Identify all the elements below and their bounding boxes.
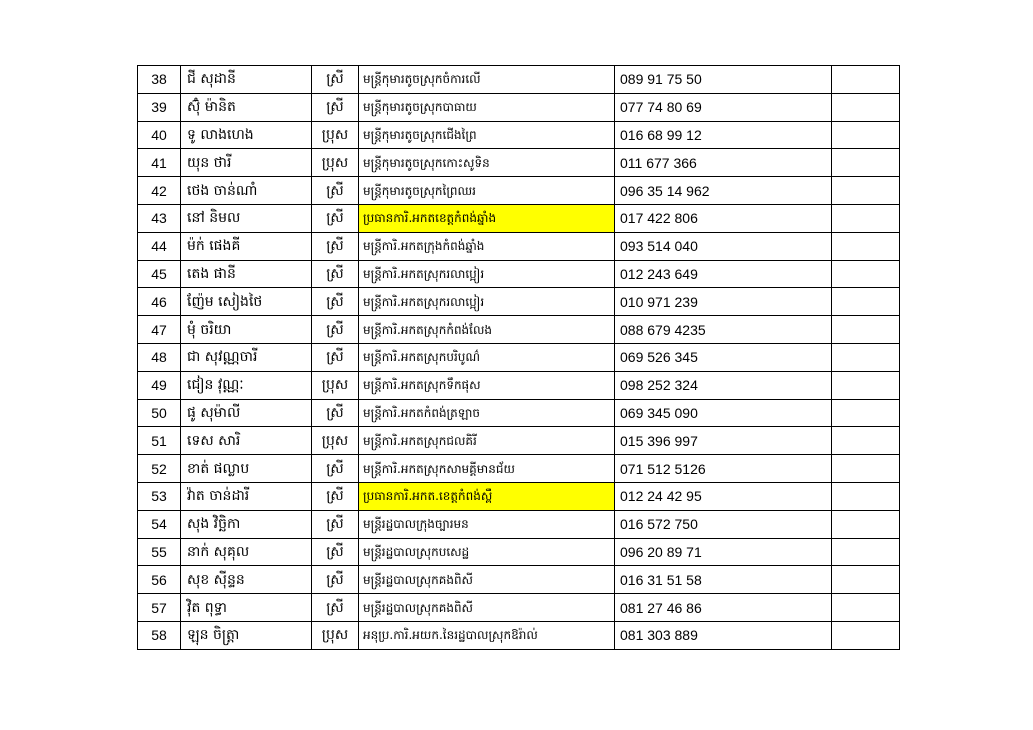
position-cell: មន្ត្រីរដ្ឋបាលស្រុកគងពិសី bbox=[359, 566, 615, 594]
table-row bbox=[138, 232, 900, 260]
note-cell bbox=[832, 399, 900, 427]
row-number-cell: 42 bbox=[138, 177, 181, 205]
phone-cell: 016 68 99 12 bbox=[615, 121, 832, 149]
table-row bbox=[138, 399, 900, 427]
note-cell bbox=[832, 66, 900, 94]
name-cell: ញ៉ែម សៀងថៃ bbox=[181, 288, 312, 316]
position-cell: មន្ត្រីកុមារតូចស្រុកជើងព្រៃ bbox=[359, 121, 615, 149]
table-row bbox=[138, 538, 900, 566]
row-number-cell: 52 bbox=[138, 455, 181, 483]
phone-cell: 012 243 649 bbox=[615, 260, 832, 288]
sex-cell: ស្រី bbox=[312, 177, 359, 205]
name-cell: នៅ និមល bbox=[181, 204, 312, 232]
row-number-cell: 45 bbox=[138, 260, 181, 288]
name-cell: ថេង ចាន់ណាំ bbox=[181, 177, 312, 205]
note-cell bbox=[832, 343, 900, 371]
sex-cell: ស្រី bbox=[312, 93, 359, 121]
name-cell: ឡុន ចិត្រ្តា bbox=[181, 621, 312, 649]
position-cell: ប្រធានការិ.អកត.ខេត្តកំពង់ស្ពឺ bbox=[359, 482, 615, 510]
phone-cell: 017 422 806 bbox=[615, 204, 832, 232]
row-number-cell: 58 bbox=[138, 621, 181, 649]
table-row bbox=[138, 316, 900, 344]
phone-cell: 088 679 4235 bbox=[615, 316, 832, 344]
phone-cell: 016 572 750 bbox=[615, 510, 832, 538]
sex-cell: ស្រី bbox=[312, 316, 359, 344]
table-row bbox=[138, 343, 900, 371]
phone-cell: 081 27 46 86 bbox=[615, 594, 832, 622]
phone-cell: 016 31 51 58 bbox=[615, 566, 832, 594]
position-cell: មន្ត្រីការិ.អកតស្រុកបរិបូណ៌ bbox=[359, 343, 615, 371]
note-cell bbox=[832, 204, 900, 232]
name-cell: វ៉ាត ចាន់ដារី bbox=[181, 482, 312, 510]
position-cell: អនុប្រ.ការិ.អយក.នៃរដ្ឋបាលស្រុកឱរ៉ាល់ bbox=[359, 621, 615, 649]
name-cell: មុំ ចរិយា bbox=[181, 316, 312, 344]
row-number-cell: 49 bbox=[138, 371, 181, 399]
note-cell bbox=[832, 538, 900, 566]
sex-cell: ស្រី bbox=[312, 343, 359, 371]
note-cell bbox=[832, 93, 900, 121]
table-row bbox=[138, 427, 900, 455]
row-number-cell: 38 bbox=[138, 66, 181, 94]
table-row bbox=[138, 121, 900, 149]
position-cell: ប្រធានការិ.អកតខេត្តកំពង់ឆ្នាំង bbox=[359, 204, 615, 232]
row-number-cell: 39 bbox=[138, 93, 181, 121]
position-cell: មន្ត្រីការិ.អកតក្រុងកំពង់ឆ្នាំង bbox=[359, 232, 615, 260]
row-number-cell: 51 bbox=[138, 427, 181, 455]
table-row bbox=[138, 510, 900, 538]
note-cell bbox=[832, 566, 900, 594]
row-number-cell: 43 bbox=[138, 204, 181, 232]
name-cell: ជា សុវណ្ណចារី bbox=[181, 343, 312, 371]
name-cell: ម៉ក់ ផេងគី bbox=[181, 232, 312, 260]
table-row bbox=[138, 482, 900, 510]
name-cell: វ៉ិត ពុទ្ធា bbox=[181, 594, 312, 622]
sex-cell: ប្រុស bbox=[312, 621, 359, 649]
name-cell: ខាត់ ផល្លាប bbox=[181, 455, 312, 483]
table-row bbox=[138, 66, 900, 94]
note-cell bbox=[832, 482, 900, 510]
note-cell bbox=[832, 455, 900, 483]
table-row bbox=[138, 594, 900, 622]
table-row bbox=[138, 288, 900, 316]
staff-table bbox=[137, 65, 900, 650]
position-cell: មន្ត្រីការិ.អកតស្រុករលាប្អៀរ bbox=[359, 260, 615, 288]
sex-cell: ប្រុស bbox=[312, 121, 359, 149]
note-cell bbox=[832, 149, 900, 177]
sex-cell: ស្រី bbox=[312, 594, 359, 622]
position-cell: មន្ត្រីកុមារតូចស្រុកព្រៃឈរ bbox=[359, 177, 615, 205]
note-cell bbox=[832, 288, 900, 316]
sex-cell: ស្រី bbox=[312, 455, 359, 483]
row-number-cell: 50 bbox=[138, 399, 181, 427]
phone-cell: 089 91 75 50 bbox=[615, 66, 832, 94]
phone-cell: 069 345 090 bbox=[615, 399, 832, 427]
phone-cell: 010 971 239 bbox=[615, 288, 832, 316]
row-number-cell: 41 bbox=[138, 149, 181, 177]
phone-cell: 077 74 80 69 bbox=[615, 93, 832, 121]
row-number-cell: 55 bbox=[138, 538, 181, 566]
name-cell: ជី សុដានី bbox=[181, 66, 312, 94]
table-row bbox=[138, 93, 900, 121]
sex-cell: ប្រុស bbox=[312, 427, 359, 455]
note-cell bbox=[832, 427, 900, 455]
position-cell: មន្ត្រីការិ.អកតស្រុកទឹកផុស bbox=[359, 371, 615, 399]
phone-cell: 012 24 42 95 bbox=[615, 482, 832, 510]
note-cell bbox=[832, 232, 900, 260]
name-cell: តេង ផានី bbox=[181, 260, 312, 288]
row-number-cell: 48 bbox=[138, 343, 181, 371]
sex-cell: ប្រុស bbox=[312, 149, 359, 177]
table-row bbox=[138, 455, 900, 483]
position-cell: មន្ត្រីការិ.អកតស្រុកកំពង់លែង bbox=[359, 316, 615, 344]
row-number-cell: 44 bbox=[138, 232, 181, 260]
sex-cell: ស្រី bbox=[312, 288, 359, 316]
phone-cell: 098 252 324 bbox=[615, 371, 832, 399]
name-cell: ស៊ុំ ម៉ានិត bbox=[181, 93, 312, 121]
name-cell: ទេស សារិ bbox=[181, 427, 312, 455]
position-cell: មន្ត្រីរដ្ឋបាលក្រុងច្បារមន bbox=[359, 510, 615, 538]
note-cell bbox=[832, 121, 900, 149]
position-cell: មន្ត្រីការិ.អកតកំពង់ត្រឡាច bbox=[359, 399, 615, 427]
position-cell: មន្ត្រីកុមារតូចស្រុកកោះសូទិន bbox=[359, 149, 615, 177]
position-cell: មន្ត្រីការិ.អកតស្រុកជលគិរី bbox=[359, 427, 615, 455]
name-cell: ជៀន វុណ្ណៈ bbox=[181, 371, 312, 399]
note-cell bbox=[832, 371, 900, 399]
phone-cell: 015 396 997 bbox=[615, 427, 832, 455]
table-row bbox=[138, 204, 900, 232]
table-row bbox=[138, 566, 900, 594]
row-number-cell: 53 bbox=[138, 482, 181, 510]
row-number-cell: 46 bbox=[138, 288, 181, 316]
phone-cell: 093 514 040 bbox=[615, 232, 832, 260]
row-number-cell: 54 bbox=[138, 510, 181, 538]
sex-cell: ស្រី bbox=[312, 482, 359, 510]
table-row bbox=[138, 260, 900, 288]
row-number-cell: 56 bbox=[138, 566, 181, 594]
name-cell: ផូ សុម៉ាលី bbox=[181, 399, 312, 427]
position-cell: មន្ត្រីរដ្ឋបាលស្រុកបសេដ្ឋ bbox=[359, 538, 615, 566]
table-row bbox=[138, 149, 900, 177]
name-cell: យុន ថារី bbox=[181, 149, 312, 177]
sex-cell: ស្រី bbox=[312, 399, 359, 427]
sex-cell: ស្រី bbox=[312, 204, 359, 232]
note-cell bbox=[832, 177, 900, 205]
note-cell bbox=[832, 510, 900, 538]
table-row bbox=[138, 621, 900, 649]
position-cell: មន្ត្រីការិ.អកតស្រុករលាប្អៀរ bbox=[359, 288, 615, 316]
position-cell: មន្ត្រីកុមារតូចស្រុកបាធាយ bbox=[359, 93, 615, 121]
phone-cell: 096 35 14 962 bbox=[615, 177, 832, 205]
position-cell: មន្ត្រីការិ.អកតស្រុកសាមគ្គីមានជ័យ bbox=[359, 455, 615, 483]
staff-table-body bbox=[138, 66, 900, 650]
sex-cell: ប្រុស bbox=[312, 371, 359, 399]
position-cell: មន្ត្រីរដ្ឋបាលស្រុកគងពិសី bbox=[359, 594, 615, 622]
phone-cell: 096 20 89 71 bbox=[615, 538, 832, 566]
note-cell bbox=[832, 621, 900, 649]
name-cell: សុខ ស៊ីន្ទន bbox=[181, 566, 312, 594]
phone-cell: 069 526 345 bbox=[615, 343, 832, 371]
name-cell: សុង វិច្ឆិកា bbox=[181, 510, 312, 538]
position-cell: មន្ត្រីកុមារតូចស្រុកចំការលើ bbox=[359, 66, 615, 94]
sex-cell: ស្រី bbox=[312, 260, 359, 288]
sex-cell: ស្រី bbox=[312, 566, 359, 594]
sex-cell: ស្រី bbox=[312, 510, 359, 538]
phone-cell: 081 303 889 bbox=[615, 621, 832, 649]
name-cell: នាក់ សុគុល bbox=[181, 538, 312, 566]
note-cell bbox=[832, 316, 900, 344]
row-number-cell: 57 bbox=[138, 594, 181, 622]
phone-cell: 071 512 5126 bbox=[615, 455, 832, 483]
name-cell: ទូ លាងហេង bbox=[181, 121, 312, 149]
note-cell bbox=[832, 260, 900, 288]
table-row bbox=[138, 371, 900, 399]
sex-cell: ស្រី bbox=[312, 538, 359, 566]
phone-cell: 011 677 366 bbox=[615, 149, 832, 177]
row-number-cell: 40 bbox=[138, 121, 181, 149]
table-row bbox=[138, 177, 900, 205]
sex-cell: ស្រី bbox=[312, 232, 359, 260]
note-cell bbox=[832, 594, 900, 622]
row-number-cell: 47 bbox=[138, 316, 181, 344]
sex-cell: ស្រី bbox=[312, 66, 359, 94]
